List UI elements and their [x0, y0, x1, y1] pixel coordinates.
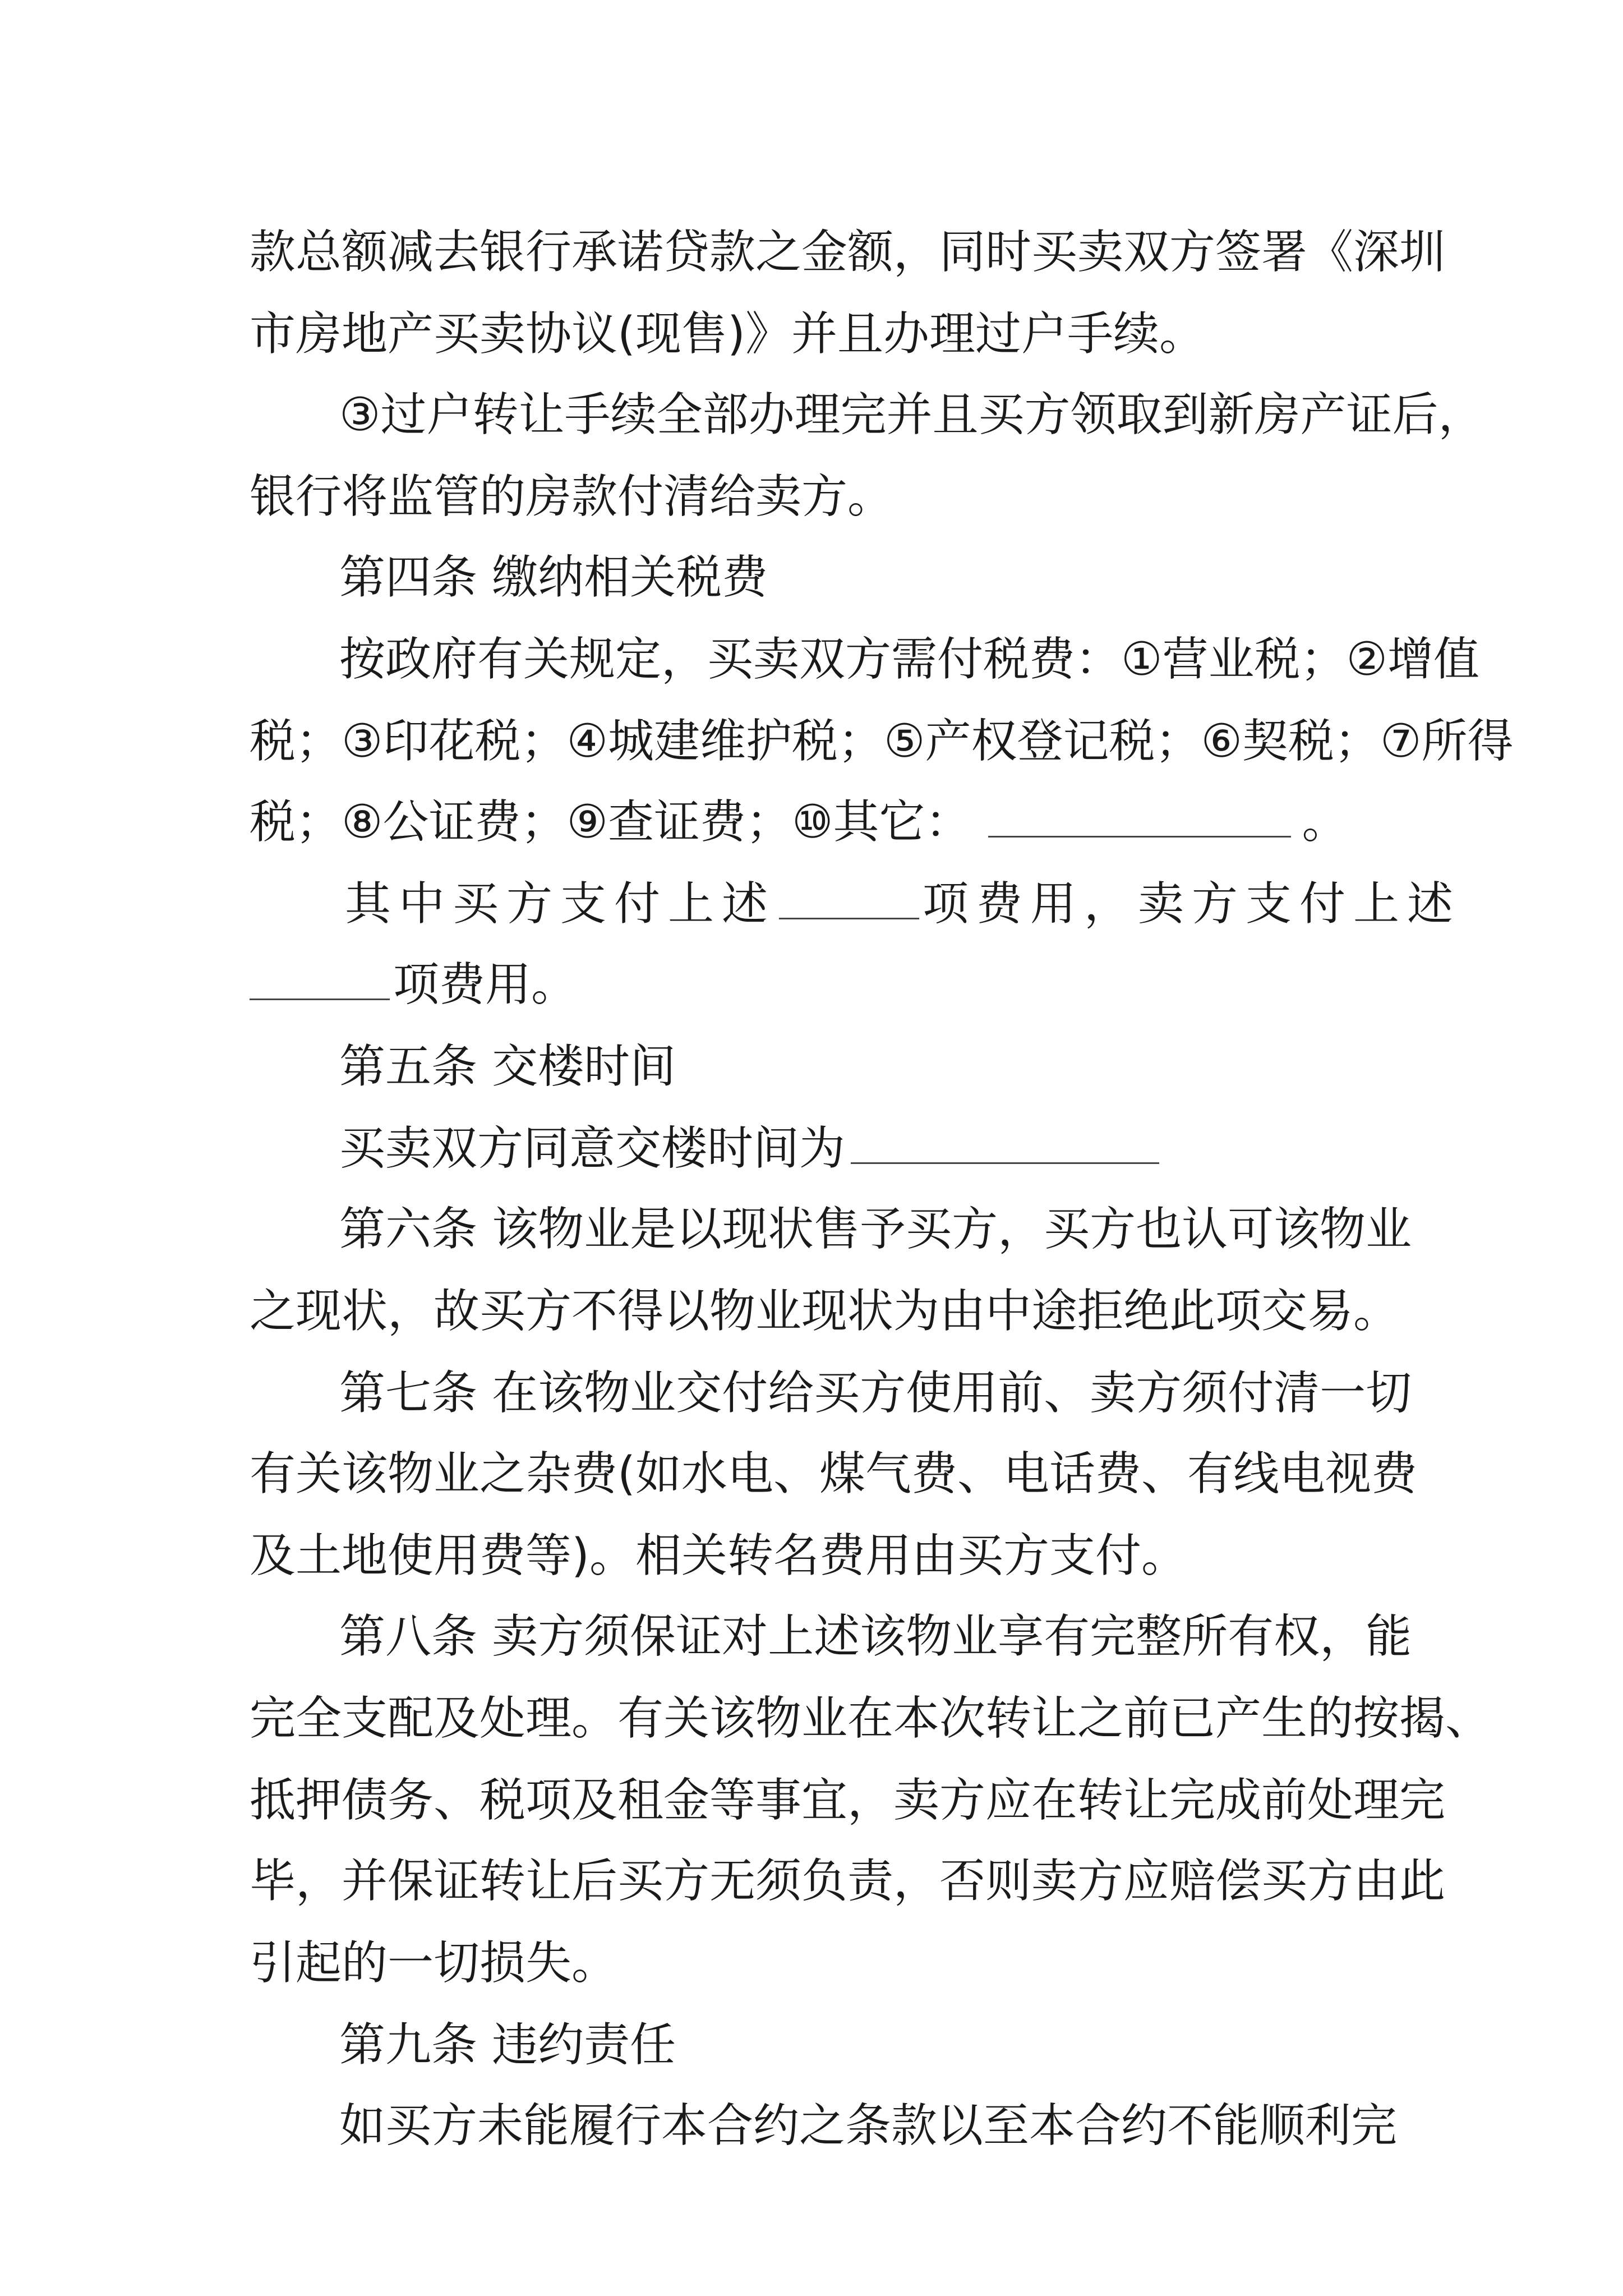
body-line: [250, 783, 1348, 862]
body-line: [345, 865, 1461, 944]
body-text: 项费用，卖方支付上述: [923, 877, 1461, 931]
fill-in-blank[interactable]: [851, 1117, 1159, 1164]
body-line: 引起的一切损失。: [250, 1936, 618, 1990]
body-line: 及土地使用费等)。相关转名费用由买方支付。: [250, 1529, 1187, 1582]
body-line: 银行将监管的房款付清给卖方。: [250, 470, 894, 523]
body-line: 税；③印花税；④城建维护税；⑤产权登记税；⑥契税；⑦所得: [250, 715, 1514, 768]
body-line: 之现状，故买方不得以物业现状为由中途拒绝此项交易。: [250, 1285, 1400, 1338]
body-line: 毕，并保证转让后买方无须负责，否则卖方应赔偿买方由此: [250, 1855, 1446, 1908]
fill-in-blank[interactable]: [988, 791, 1291, 838]
body-line: 按政府有关规定，买卖双方需付税费：①营业税；②增值: [339, 633, 1480, 686]
body-line: [339, 1110, 1159, 1188]
section-heading: 第四条 缴纳相关税费: [339, 551, 768, 604]
body-text: 。: [1302, 795, 1348, 849]
section-heading: 第五条 交楼时间: [339, 1040, 676, 1093]
fill-in-blank[interactable]: [250, 954, 390, 1000]
body-line: 抵押债务、税项及租金等事宜，卖方应在转让完成前处理完: [250, 1774, 1446, 1827]
fill-in-blank[interactable]: [779, 873, 919, 919]
body-line: [250, 946, 577, 1024]
body-line: 有关该物业之杂费(如水电、煤气费、电话费、有线电视费: [250, 1447, 1417, 1501]
body-line: 如买方未能履行本合约之条款以至本合约不能顺利完: [339, 2099, 1398, 2152]
body-line: 第六条 该物业是以现状售予买方，买方也认可该物业: [339, 1203, 1412, 1256]
body-text: 税；⑧公证费；⑨查证费；⑩其它：: [250, 795, 971, 849]
body-line: 款总额减去银行承诺贷款之金额，同时买卖双方签署《深圳: [250, 226, 1446, 279]
body-text: 项费用。: [393, 958, 578, 1011]
body-text: 其中买方支付上述: [345, 877, 776, 931]
body-line: 完全支配及处理。有关该物业在本次转让之前已产生的按揭、: [250, 1692, 1492, 1745]
section-heading: 第九条 违约责任: [339, 2018, 676, 2072]
body-text: 买卖双方同意交楼时间为: [339, 1122, 846, 1175]
body-line: 市房地产买卖协议(现售)》并且办理过户手续。: [250, 307, 1205, 361]
body-line: ③过户转让手续全部办理完并且买方领取到新房产证后，: [339, 388, 1484, 441]
body-line: 第七条 在该物业交付给买方使用前、卖方须付清一切: [339, 1366, 1412, 1420]
body-line: 第八条 卖方须保证对上述该物业享有完整所有权，能: [339, 1610, 1412, 1663]
